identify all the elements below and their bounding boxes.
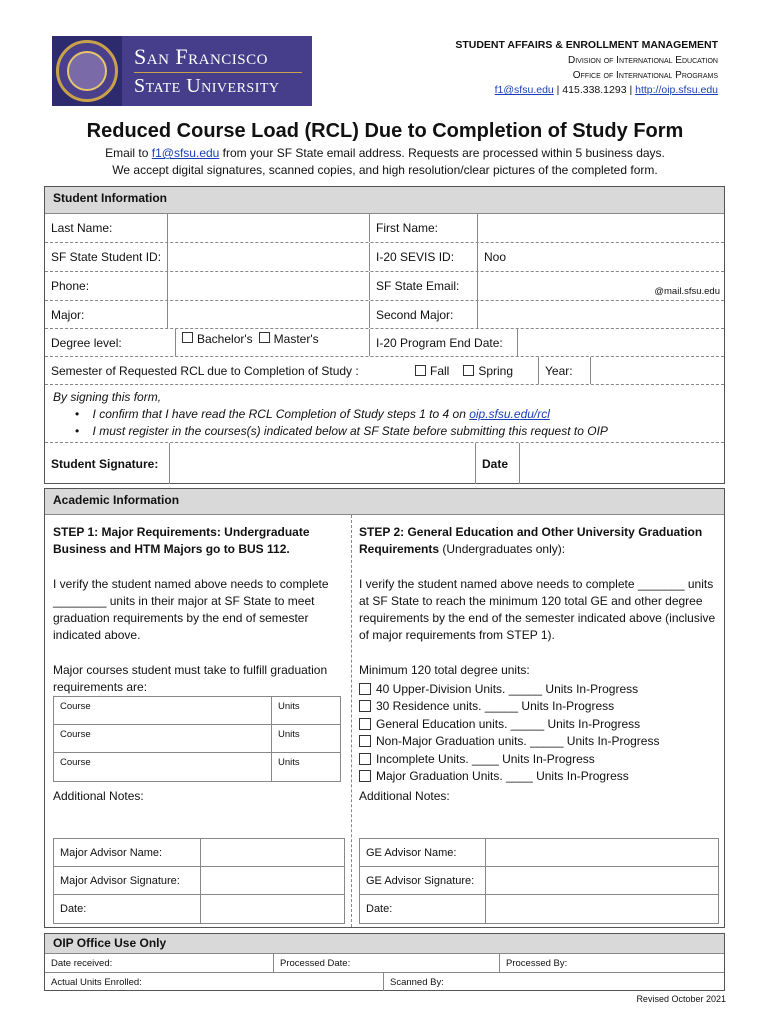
masters-checkbox[interactable] xyxy=(259,332,270,343)
bullet-2-text: I must register in the courses(s) indicated below at SF State before submitting this request to OIP xyxy=(92,424,608,438)
step2-paragraph: I verify the student named above needs to complete _______ units at SF State to reach the minimum 120 total GE and other degree requirements by the end of the semester indicated above (inclusive of major requirements from STEP 1). xyxy=(359,577,716,642)
degree-level-options xyxy=(175,329,369,356)
units-cell[interactable]: Units xyxy=(278,729,300,740)
item-checkbox[interactable] xyxy=(359,718,371,730)
phone-field[interactable] xyxy=(167,272,369,300)
dept-line1: STUDENT AFFAIRS & ENROLLMENT MANAGEMENT xyxy=(455,39,718,51)
year-field[interactable] xyxy=(590,357,724,384)
student-information-section xyxy=(44,186,725,484)
academic-info-heading: Academic Information xyxy=(45,489,724,515)
program-end-field[interactable] xyxy=(517,329,724,356)
processed-date-label: Processed Date: xyxy=(273,954,499,972)
contact-url-link[interactable]: http://oip.sfsu.edu xyxy=(635,84,718,96)
semester-label: Semester of Requested RCL due to Completion of Study : xyxy=(51,363,359,378)
item-label: 30 Residence units. _____ Units In-Progress xyxy=(376,699,615,714)
step2-notes-label: Additional Notes: xyxy=(359,789,450,803)
student-id-field[interactable] xyxy=(167,243,369,271)
contact-email-link[interactable]: f1@sfsu.edu xyxy=(494,84,554,96)
major-advisor-sig-field[interactable] xyxy=(200,867,344,894)
ge-advisor-sig-field[interactable] xyxy=(485,867,718,894)
oip-office-section xyxy=(44,933,725,991)
intro-line2: We accept digital signatures, scanned copies, and high resolution/clear pictures of the completed form. xyxy=(112,163,658,177)
second-major-field[interactable] xyxy=(477,301,724,328)
step1-courses-label: Major courses student must take to fulfill graduation requirements are: xyxy=(53,663,328,694)
sevis-id-field[interactable]: Noo xyxy=(477,243,724,271)
item-checkbox[interactable] xyxy=(359,683,371,695)
contact-phone: | 415.338.1293 | xyxy=(553,84,636,96)
major-field[interactable] xyxy=(167,301,369,328)
course-row[interactable] xyxy=(54,725,340,753)
checklist-item xyxy=(359,750,719,768)
step1-title: STEP 1: Major Requirements: Undergraduate Business and HTM Majors go to BUS 112. xyxy=(53,525,310,556)
program-end-label: I-20 Program End Date: xyxy=(369,329,517,356)
ge-advisor-name-label: GE Advisor Name: xyxy=(366,846,457,859)
course-row[interactable] xyxy=(54,697,340,725)
date-received-label: Date received: xyxy=(51,957,113,969)
major-advisor-date-label: Date: xyxy=(60,903,87,915)
academic-information-section xyxy=(44,488,725,928)
ge-advisor-sig-label: GE Advisor Signature: xyxy=(366,874,475,887)
checklist-item xyxy=(359,680,719,698)
major-advisor-table xyxy=(53,838,345,924)
spring-checkbox[interactable] xyxy=(463,365,474,376)
checklist-item xyxy=(359,768,719,786)
bullet-1: • I confirm that I have read the RCL Completion of Study steps 1 to 4 on oip.sfsu.edu/rcl xyxy=(75,407,550,421)
phone-label: Phone: xyxy=(51,279,90,293)
fall-checkbox[interactable] xyxy=(415,365,426,376)
student-id-label: SF State Student ID: xyxy=(51,250,162,264)
date-label: Date xyxy=(475,443,519,484)
major-advisor-date-field[interactable] xyxy=(200,895,344,923)
major-advisor-sig-label: Major Advisor Signature: xyxy=(60,874,180,887)
step2-title-bold: STEP 2: General Education and Other University Graduation Requirements xyxy=(359,525,703,556)
item-label: Non-Major Graduation units. _____ Units In-Progress xyxy=(376,734,660,749)
item-checkbox[interactable] xyxy=(359,700,371,712)
form-title: Reduced Course Load (RCL) Due to Completion of Study Form xyxy=(86,120,684,142)
year-label: Year: xyxy=(538,357,590,384)
signature-date-field[interactable] xyxy=(519,443,724,484)
item-checkbox[interactable] xyxy=(359,753,371,765)
intro-text-a: Email to xyxy=(105,146,152,160)
item-label: 40 Upper-Division Units. _____ Units In-Progress xyxy=(376,681,639,696)
step1-notes-label: Additional Notes: xyxy=(53,789,144,803)
spring-label: Spring xyxy=(478,363,514,378)
major-advisor-name-label: Major Advisor Name: xyxy=(60,846,163,859)
course-cell[interactable]: Course xyxy=(54,753,272,781)
first-name-label: First Name: xyxy=(369,214,477,242)
major-label: Major: xyxy=(51,307,85,322)
bullet-1-text: I confirm that I have read the RCL Completion of Study steps 1 to 4 on xyxy=(92,407,470,421)
ge-advisor-date-label: Date: xyxy=(366,903,393,915)
units-enrolled-label: Actual Units Enrolled: xyxy=(51,976,142,988)
intro-email-link[interactable]: f1@sfsu.edu xyxy=(151,146,220,160)
column-divider xyxy=(351,515,352,927)
units-cell[interactable]: Units xyxy=(278,701,300,712)
intro-text-b: from your SF State email address. Requests are processed within 5 business days. xyxy=(219,146,665,160)
item-label: Major Graduation Units. ____ Units In-Progress xyxy=(376,769,629,784)
ge-advisor-table xyxy=(359,838,719,924)
ge-advisor-name-field[interactable] xyxy=(485,839,718,866)
signature-field[interactable] xyxy=(169,443,475,484)
ge-advisor-date-field[interactable] xyxy=(485,895,718,923)
checklist-item xyxy=(359,733,719,751)
sevis-id-label: I-20 SEVIS ID: xyxy=(369,243,477,271)
major-advisor-name-field[interactable] xyxy=(200,839,344,866)
sfsu-logo xyxy=(52,36,312,106)
bachelors-checkbox[interactable] xyxy=(182,332,193,343)
semester-options xyxy=(385,357,545,384)
processed-by-label: Processed By: xyxy=(499,954,724,972)
student-info-heading: Student Information xyxy=(45,187,724,214)
university-seal-icon xyxy=(52,36,122,106)
sf-email-label: SF State Email: xyxy=(369,272,477,300)
course-cell[interactable]: Course xyxy=(54,697,272,724)
item-label: General Education units. _____ Units In-Progress xyxy=(376,716,641,731)
step2-checklist xyxy=(359,680,719,785)
course-row[interactable] xyxy=(54,753,340,781)
course-cell[interactable]: Course xyxy=(54,725,272,752)
item-checkbox[interactable] xyxy=(359,770,371,782)
last-name-label: Last Name: xyxy=(51,221,113,235)
email-suffix: @mail.sfsu.edu xyxy=(654,286,720,297)
course-table xyxy=(53,696,341,782)
dept-line2: Division of International Education xyxy=(568,55,718,66)
degree-level-label: Degree level: xyxy=(51,335,122,350)
sf-email-field[interactable] xyxy=(477,272,724,300)
dept-line3: Office of International Programs xyxy=(572,70,718,81)
intro-line1 xyxy=(0,146,770,160)
revised-date: Revised October 2021 xyxy=(636,994,726,1004)
scanned-by-label: Scanned By: xyxy=(383,973,724,991)
contact-line xyxy=(455,83,718,98)
checklist-item xyxy=(359,698,719,716)
step2-min-label: Minimum 120 total degree units: xyxy=(359,663,530,677)
fall-label: Fall xyxy=(430,363,450,378)
bachelors-label: Bachelor's xyxy=(197,332,253,346)
bullet-2: • I must register in the courses(s) indicated below at SF State before submitting this request to OIP xyxy=(75,424,608,438)
step1-paragraph: I verify the student named above needs to complete ________ units in their major at SF State to meet graduation requirements by the end of semester indicated above. xyxy=(53,577,329,642)
item-label: Incomplete Units. ____ Units In-Progress xyxy=(376,751,595,766)
logo-line2: State University xyxy=(134,75,280,97)
masters-label: Master's xyxy=(273,332,319,346)
step2-title-normal: (Undergraduates only): xyxy=(439,542,566,556)
rcl-link[interactable]: oip.sfsu.edu/rcl xyxy=(469,407,550,421)
first-name-field[interactable] xyxy=(477,214,724,242)
logo-line1: San Francisco xyxy=(134,44,302,73)
office-heading: OIP Office Use Only xyxy=(45,934,724,954)
signing-intro: By signing this form, xyxy=(53,390,162,404)
second-major-label: Second Major: xyxy=(369,301,477,328)
department-info xyxy=(455,38,718,98)
units-cell[interactable]: Units xyxy=(278,757,300,768)
step2-title xyxy=(359,524,721,558)
checklist-item xyxy=(359,715,719,733)
signature-label: Student Signature: xyxy=(51,456,159,471)
signing-statement xyxy=(45,385,724,443)
item-checkbox[interactable] xyxy=(359,735,371,747)
